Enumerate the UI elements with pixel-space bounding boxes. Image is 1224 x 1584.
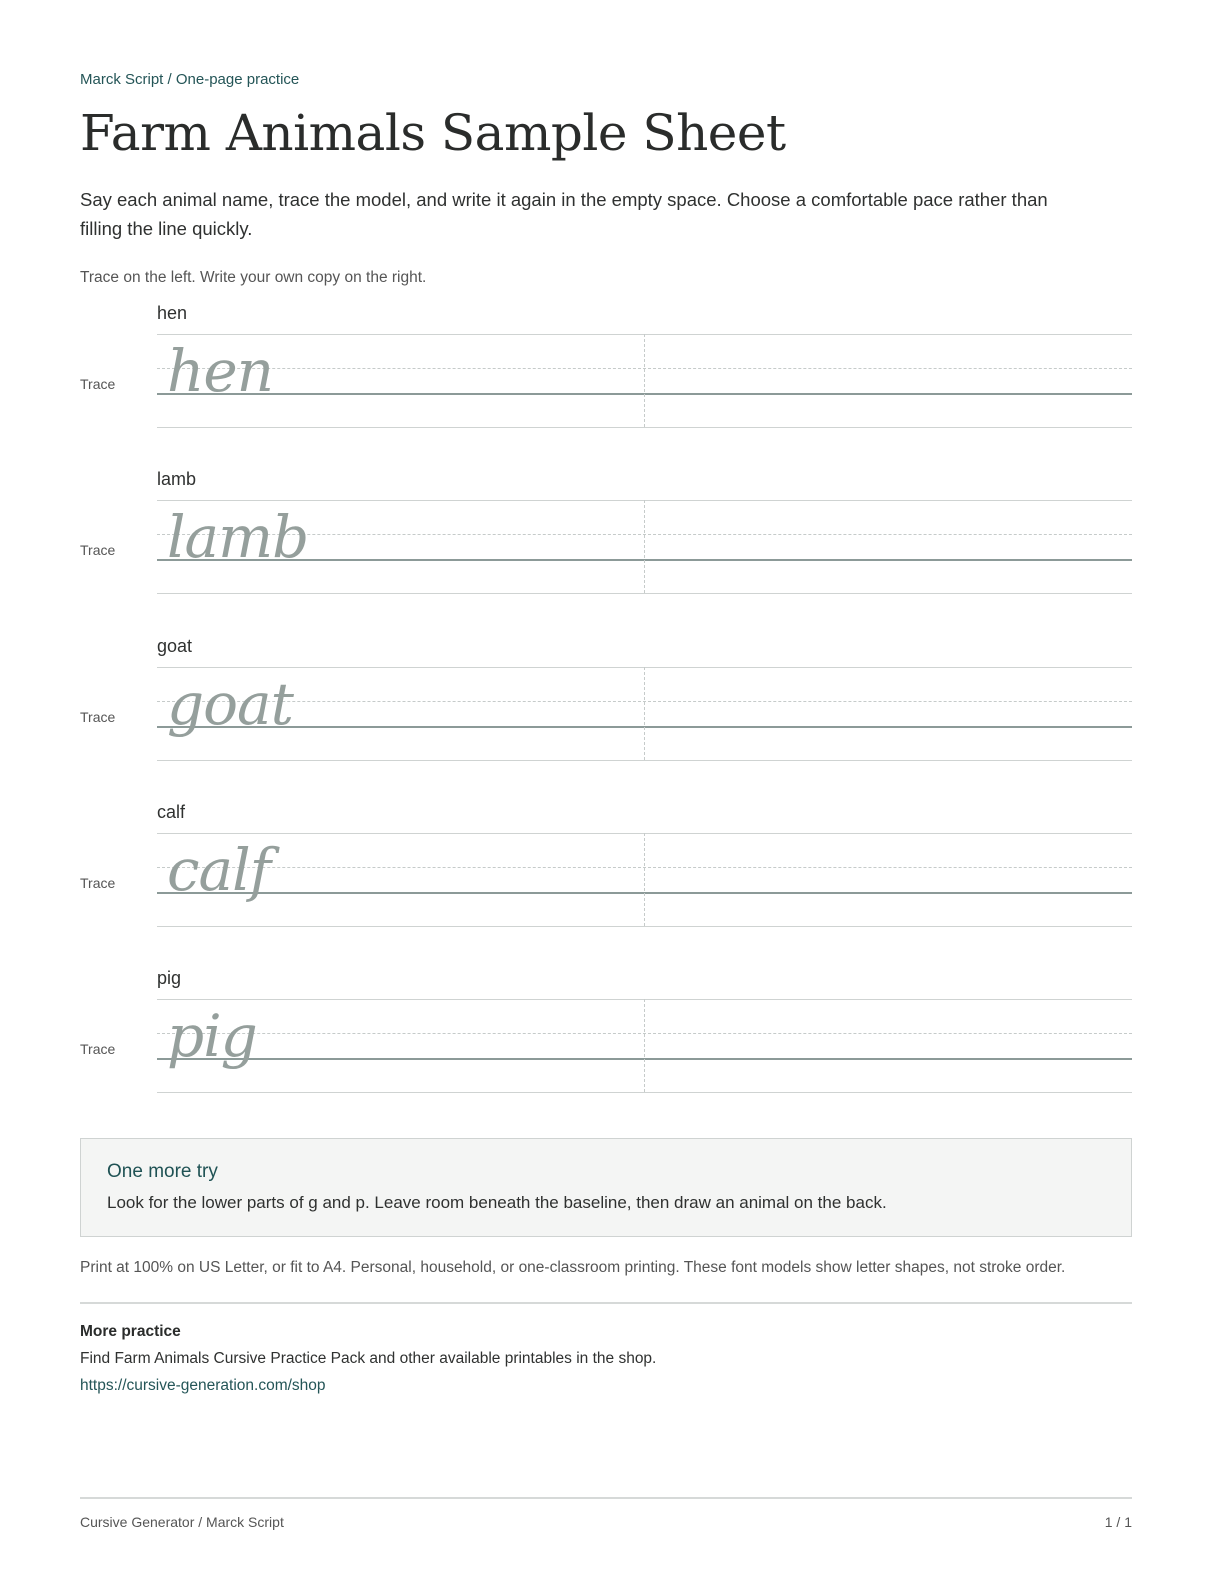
trace-write-divider — [644, 667, 645, 760]
more-practice-heading: More practice — [80, 1323, 181, 1340]
intro-text: Say each animal name, trace the model, and write it again in the empty space. Choose a comfortable pace rather than filling the line quickly. — [80, 189, 1048, 239]
word-label: pig — [157, 968, 182, 988]
trace-model: lamb — [167, 503, 309, 571]
instruction-hint: Trace on the left. Write your own copy on the right. — [80, 269, 427, 286]
trace-model: calf — [167, 836, 271, 904]
practice-row-goat — [80, 636, 1132, 776]
writing-lines[interactable] — [157, 334, 1132, 429]
trace-model: pig — [167, 1002, 257, 1070]
shop-link[interactable]: https://cursive-generation.com/shop — [80, 1377, 326, 1394]
more-practice-text: Find Farm Animals Cursive Practice Pack and other available printables in the shop. — [80, 1350, 657, 1367]
bottom-line — [157, 427, 1132, 428]
bottom-line — [157, 593, 1132, 594]
bottom-line — [157, 926, 1132, 927]
writing-lines[interactable] — [157, 500, 1132, 595]
trace-label: Trace — [80, 376, 116, 392]
word-label: calf — [157, 802, 186, 822]
practice-row-calf — [80, 802, 1132, 942]
trace-write-divider — [644, 500, 645, 593]
writing-lines[interactable] — [157, 833, 1132, 928]
trace-write-divider — [644, 833, 645, 926]
writing-lines[interactable] — [157, 999, 1132, 1094]
trace-label: Trace — [80, 875, 116, 891]
page-title: Farm Animals Sample Sheet — [80, 104, 786, 162]
practice-row-hen — [80, 303, 1132, 443]
tip-title: One more try — [107, 1161, 218, 1182]
trace-model: goat — [167, 670, 293, 738]
word-label: goat — [157, 636, 193, 656]
page-number: 1 / 1 — [1104, 1514, 1132, 1530]
word-label: hen — [157, 303, 188, 323]
trace-label: Trace — [80, 1041, 116, 1057]
footer-divider — [80, 1497, 1132, 1499]
practice-row-lamb — [80, 469, 1132, 609]
writing-lines[interactable] — [157, 667, 1132, 762]
trace-model: hen — [167, 337, 274, 405]
trace-write-divider — [644, 334, 645, 427]
word-label: lamb — [157, 469, 197, 489]
section-divider — [80, 1302, 1132, 1304]
breadcrumb: Marck Script / One-page practice — [80, 71, 300, 88]
trace-label: Trace — [80, 542, 116, 558]
practice-row-pig — [80, 968, 1132, 1108]
bottom-line — [157, 1092, 1132, 1093]
print-note: Print at 100% on US Letter, or fit to A4. Personal, household, or one-classroom printing. These font models show letter shapes, not stroke order. — [80, 1259, 1066, 1276]
tip-box — [80, 1138, 1132, 1237]
trace-write-divider — [644, 999, 645, 1092]
footer-source: Cursive Generator / Marck Script — [80, 1514, 284, 1530]
tip-text: Look for the lower parts of g and p. Leave room beneath the baseline, then draw an animal on the back. — [107, 1193, 887, 1212]
bottom-line — [157, 760, 1132, 761]
trace-label: Trace — [80, 709, 116, 725]
